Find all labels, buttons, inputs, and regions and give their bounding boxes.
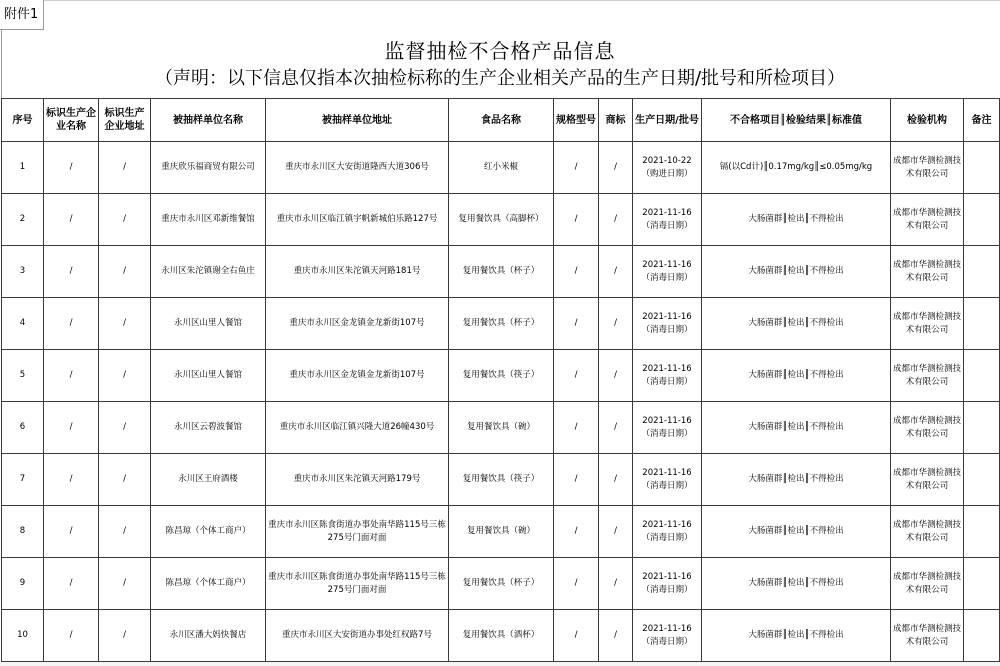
cell-unqualified-item[interactable]: 大肠菌群║检出║不得检出 [702, 506, 891, 558]
table-row [2, 246, 1000, 298]
col-header-brand[interactable]: 商标 [599, 99, 633, 142]
cell-maker-address[interactable]: / [99, 610, 151, 662]
cell-spec[interactable]: / [554, 454, 599, 506]
cell-brand[interactable]: / [599, 298, 633, 350]
cell-production-date[interactable] [633, 350, 702, 402]
cell-maker-address[interactable]: / [99, 298, 151, 350]
date-value: 2021-11-16 [642, 571, 692, 582]
date-type: （消毒日期） [641, 532, 693, 543]
cell-maker-address[interactable]: / [99, 402, 151, 454]
cell-no[interactable]: 7 [2, 454, 44, 506]
cell-brand[interactable]: / [599, 558, 633, 610]
date-type: （消毒日期） [641, 584, 693, 595]
table-row [2, 610, 1000, 662]
cell-lab[interactable]: 成都市华测检测技术有限公司 [891, 350, 964, 402]
cell-production-date[interactable] [633, 142, 702, 194]
title-block [0, 30, 1000, 98]
cell-unqualified-item[interactable]: 大肠菌群║检出║不得检出 [702, 246, 891, 298]
cell-production-date[interactable] [633, 246, 702, 298]
date-type: （消毒日期） [641, 324, 693, 335]
cell-sampled-unit-name[interactable]: 永川区王府酒楼 [151, 454, 266, 506]
cell-lab[interactable]: 成都市华测检测技术有限公司 [891, 610, 964, 662]
cell-sampled-unit-name[interactable]: 永川区山里人餐馆 [151, 298, 266, 350]
cell-production-date[interactable] [633, 506, 702, 558]
cell-food-name[interactable]: 复用餐饮具（筷子） [449, 454, 554, 506]
cell-food-name[interactable]: 复用餐饮具（酒杯） [449, 610, 554, 662]
cell-sampled-unit-address[interactable]: 重庆市永川区朱沱镇天河路179号 [266, 454, 449, 506]
cell-remark[interactable] [964, 298, 1000, 350]
cell-remark[interactable] [964, 246, 1000, 298]
cell-sampled-unit-name[interactable]: 陈昌琼（个体工商户） [151, 506, 266, 558]
cell-maker-name[interactable]: / [44, 402, 99, 454]
col-header-production-date[interactable]: 生产日期/批号 [633, 99, 702, 142]
cell-maker-name[interactable]: / [44, 454, 99, 506]
cell-maker-name[interactable]: / [44, 142, 99, 194]
cell-lab[interactable]: 成都市华测检测技术有限公司 [891, 558, 964, 610]
cell-brand[interactable]: / [599, 142, 633, 194]
cell-brand[interactable]: / [599, 506, 633, 558]
cell-food-name[interactable]: 复用餐饮具（碗） [449, 506, 554, 558]
cell-spec[interactable]: / [554, 194, 599, 246]
cell-sampled-unit-address[interactable]: 重庆市永川区大安街道隆西大道306号 [266, 142, 449, 194]
cell-sampled-unit-name[interactable]: 陈昌琼（个体工商户） [151, 558, 266, 610]
date-type: （消毒日期） [641, 428, 693, 439]
col-header-no[interactable]: 序号 [2, 99, 44, 142]
cell-food-name[interactable]: 复用餐饮具（筷子） [449, 350, 554, 402]
date-type: （购进日期） [641, 168, 693, 179]
date-value: 2021-11-16 [642, 519, 692, 530]
cell-no[interactable]: 1 [2, 142, 44, 194]
cell-lab[interactable]: 成都市华测检测技术有限公司 [891, 298, 964, 350]
cell-sampled-unit-address[interactable]: 重庆市永川区临江镇宇帆新城伯乐路127号 [266, 194, 449, 246]
cell-production-date[interactable] [633, 610, 702, 662]
col-header-maker-name[interactable]: 标识生产企业名称 [44, 99, 99, 142]
table-body [2, 142, 1000, 662]
date-value: 2021-10-22 [642, 155, 692, 166]
cell-sampled-unit-address[interactable]: 重庆市永川区金龙镇金龙新街107号 [266, 298, 449, 350]
cell-no[interactable]: 9 [2, 558, 44, 610]
cell-food-name[interactable]: 复用餐饮具（杯子） [449, 246, 554, 298]
cell-remark[interactable] [964, 194, 1000, 246]
cell-lab[interactable]: 成都市华测检测技术有限公司 [891, 246, 964, 298]
cell-remark[interactable] [964, 350, 1000, 402]
cell-food-name[interactable]: 复用餐饮具（高脚杯） [449, 194, 554, 246]
cell-no[interactable]: 6 [2, 402, 44, 454]
top-gridline [44, 0, 1000, 1]
cell-spec[interactable]: / [554, 350, 599, 402]
cell-maker-address[interactable]: / [99, 194, 151, 246]
cell-remark[interactable] [964, 610, 1000, 662]
cell-production-date[interactable] [633, 298, 702, 350]
cell-production-date[interactable] [633, 402, 702, 454]
col-header-food-name[interactable]: 食品名称 [449, 99, 554, 142]
cell-spec[interactable]: / [554, 246, 599, 298]
cell-remark[interactable] [964, 402, 1000, 454]
cell-sampled-unit-name[interactable]: 永川区潘大妈快餐店 [151, 610, 266, 662]
cell-sampled-unit-name[interactable]: 永川区朱沱镇谢全右鱼庄 [151, 246, 266, 298]
page-title: 监督抽检不合格产品信息 [384, 39, 616, 63]
cell-sampled-unit-address[interactable]: 重庆市永川区陈食街道办事处南华路115号三栋275号门面对面 [266, 558, 449, 610]
col-header-spec[interactable]: 规格型号 [554, 99, 599, 142]
col-header-remark[interactable]: 备注 [964, 99, 1000, 142]
cell-sampled-unit-address[interactable]: 重庆市永川区朱沱镇天河路181号 [266, 246, 449, 298]
date-type: （消毒日期） [641, 272, 693, 283]
cell-spec[interactable]: / [554, 402, 599, 454]
cell-lab[interactable]: 成都市华测检测技术有限公司 [891, 402, 964, 454]
date-value: 2021-11-16 [642, 467, 692, 478]
date-value: 2021-11-16 [642, 311, 692, 322]
col-header-sampled-unit-name[interactable]: 被抽样单位名称 [151, 99, 266, 142]
cell-food-name[interactable]: 复用餐饮具（杯子） [449, 298, 554, 350]
table-row [2, 350, 1000, 402]
date-value: 2021-11-16 [642, 623, 692, 634]
col-header-unqualified-item[interactable]: 不合格项目║检验结果║标准值 [702, 99, 891, 142]
cell-maker-name[interactable]: / [44, 610, 99, 662]
cell-brand[interactable]: / [599, 402, 633, 454]
unqualified-products-table [1, 98, 1000, 662]
cell-food-name[interactable]: 复用餐饮具（碗） [449, 402, 554, 454]
date-value: 2021-11-16 [642, 259, 692, 270]
cell-maker-name[interactable]: / [44, 558, 99, 610]
cell-food-name[interactable]: 红小米椒 [449, 142, 554, 194]
date-type: （消毒日期） [641, 480, 693, 491]
cell-sampled-unit-name[interactable]: 重庆市永川区邓新维餐馆 [151, 194, 266, 246]
cell-no[interactable]: 4 [2, 298, 44, 350]
cell-spec[interactable]: / [554, 506, 599, 558]
cell-sampled-unit-address[interactable]: 重庆市永川区临江镇兴隆大道26幢430号 [266, 402, 449, 454]
table-row [2, 506, 1000, 558]
cell-spec[interactable]: / [554, 558, 599, 610]
cell-maker-name[interactable]: / [44, 298, 99, 350]
cell-no[interactable]: 5 [2, 350, 44, 402]
cell-remark[interactable] [964, 506, 1000, 558]
col-header-maker-address[interactable]: 标识生产企业地址 [99, 99, 151, 142]
cell-maker-address[interactable]: / [99, 558, 151, 610]
cell-maker-name[interactable]: / [44, 350, 99, 402]
col-header-sampled-unit-address[interactable]: 被抽样单位地址 [266, 99, 449, 142]
cell-brand[interactable]: / [599, 350, 633, 402]
cell-maker-address[interactable]: / [99, 246, 151, 298]
table-row [2, 298, 1000, 350]
cell-sampled-unit-address[interactable]: 重庆市永川区陈食街道办事处南华路115号三栋275号门面对面 [266, 506, 449, 558]
cell-sampled-unit-address[interactable]: 重庆市永川区金龙镇金龙新街107号 [266, 350, 449, 402]
cell-remark[interactable] [964, 142, 1000, 194]
table-row [2, 454, 1000, 506]
attachment-label[interactable]: 附件1 [0, 0, 44, 30]
cell-production-date[interactable] [633, 454, 702, 506]
cell-brand[interactable]: / [599, 610, 633, 662]
table-row [2, 194, 1000, 246]
cell-production-date[interactable] [633, 194, 702, 246]
sheet-tab-bar [0, 662, 1000, 666]
table-row [2, 142, 1000, 194]
cell-sampled-unit-address[interactable]: 重庆市永川区大安街道办事处红权路7号 [266, 610, 449, 662]
date-type: （消毒日期） [641, 636, 693, 647]
cell-unqualified-item[interactable]: 大肠菌群║检出║不得检出 [702, 298, 891, 350]
cell-maker-address[interactable]: / [99, 506, 151, 558]
cell-maker-name[interactable]: / [44, 194, 99, 246]
cell-brand[interactable]: / [599, 194, 633, 246]
cell-unqualified-item[interactable]: 大肠菌群║检出║不得检出 [702, 194, 891, 246]
cell-maker-address[interactable]: / [99, 142, 151, 194]
cell-sampled-unit-name[interactable]: 永川区山里人餐馆 [151, 350, 266, 402]
table-row [2, 402, 1000, 454]
cell-maker-name[interactable]: / [44, 246, 99, 298]
cell-remark[interactable] [964, 558, 1000, 610]
date-value: 2021-11-16 [642, 363, 692, 374]
cell-brand[interactable]: / [599, 454, 633, 506]
cell-lab[interactable]: 成都市华测检测技术有限公司 [891, 142, 964, 194]
cell-no[interactable]: 8 [2, 506, 44, 558]
date-value: 2021-11-16 [642, 415, 692, 426]
date-type: （消毒日期） [641, 376, 693, 387]
cell-spec[interactable]: / [554, 610, 599, 662]
cell-maker-name[interactable]: / [44, 506, 99, 558]
cell-lab[interactable]: 成都市华测检测技术有限公司 [891, 454, 964, 506]
cell-unqualified-item[interactable]: 大肠菌群║检出║不得检出 [702, 402, 891, 454]
cell-unqualified-item[interactable]: 大肠菌群║检出║不得检出 [702, 350, 891, 402]
date-value: 2021-11-16 [642, 207, 692, 218]
cell-brand[interactable]: / [599, 246, 633, 298]
cell-remark[interactable] [964, 454, 1000, 506]
cell-no[interactable]: 10 [2, 610, 44, 662]
date-type: （消毒日期） [641, 220, 693, 231]
cell-spec[interactable]: / [554, 142, 599, 194]
cell-maker-address[interactable]: / [99, 350, 151, 402]
cell-spec[interactable]: / [554, 298, 599, 350]
cell-unqualified-item[interactable]: 大肠菌群║检出║不得检出 [702, 454, 891, 506]
cell-food-name[interactable]: 复用餐饮具（杯子） [449, 558, 554, 610]
cell-unqualified-item[interactable]: 镉(以Cd计)║0.17mg/kg║≤0.05mg/kg [702, 142, 891, 194]
cell-production-date[interactable] [633, 558, 702, 610]
cell-unqualified-item[interactable]: 大肠菌群║检出║不得检出 [702, 610, 891, 662]
cell-no[interactable]: 2 [2, 194, 44, 246]
cell-maker-address[interactable]: / [99, 454, 151, 506]
col-header-lab[interactable]: 检验机构 [891, 99, 964, 142]
cell-sampled-unit-name[interactable]: 永川区云碧波餐馆 [151, 402, 266, 454]
cell-sampled-unit-name[interactable]: 重庆欣乐福商贸有限公司 [151, 142, 266, 194]
cell-lab[interactable]: 成都市华测检测技术有限公司 [891, 506, 964, 558]
cell-no[interactable]: 3 [2, 246, 44, 298]
cell-unqualified-item[interactable]: 大肠菌群║检出║不得检出 [702, 558, 891, 610]
table-row [2, 558, 1000, 610]
statement-note: （声明：以下信息仅指本次抽检标称的生产企业相关产品的生产日期/批号和所检项目） [154, 68, 846, 89]
header-row [2, 99, 1000, 142]
cell-lab[interactable]: 成都市华测检测技术有限公司 [891, 194, 964, 246]
